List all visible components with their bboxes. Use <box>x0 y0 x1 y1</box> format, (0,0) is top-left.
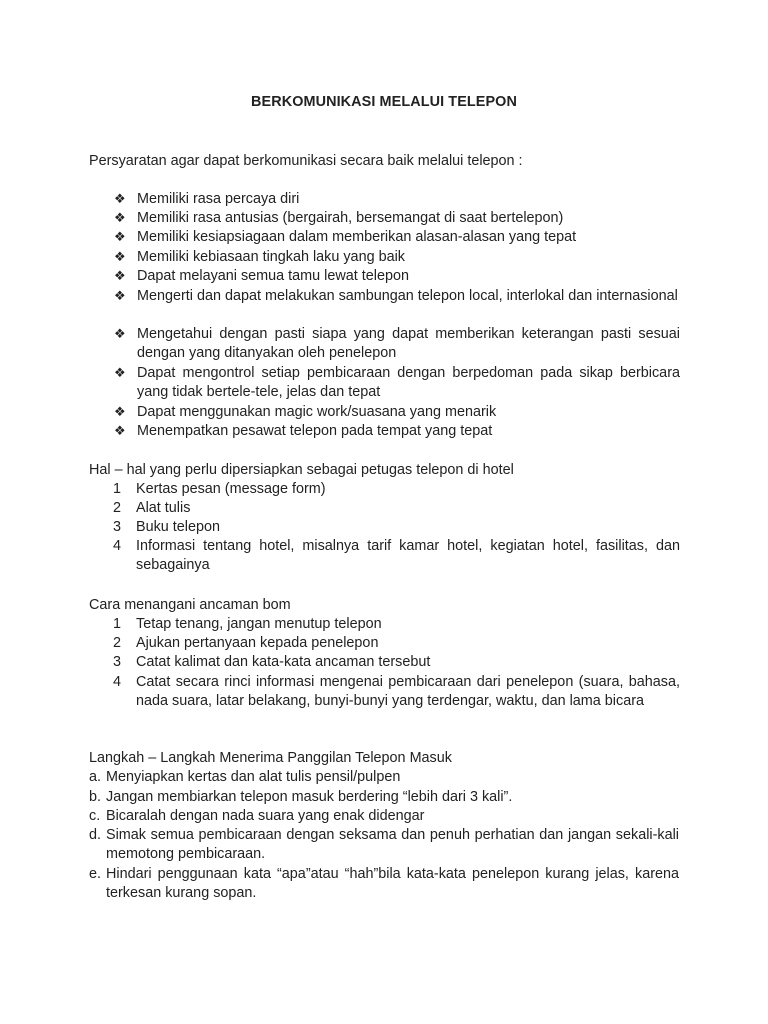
list-item: 2 Ajukan pertanyaan kepada penelepon <box>113 635 379 651</box>
page-title: BERKOMUNIKASI MELALUI TELEPON <box>251 94 517 110</box>
list-item: ❖ Dapat melayani semua tamu lewat telepon <box>114 267 680 286</box>
list-item: 2 Alat tulis <box>113 500 191 516</box>
list-item: 4 Catat secara rinci informasi mengenai pembicaraan dari penelepon (suara, bahasa, nada suara, latar belakang, bunyi-bunyi yang terdengar, waktu, dan lama bicara <box>113 674 680 710</box>
intro-paragraph: Persyaratan agar dapat berkomunikasi secara baik melalui telepon : <box>89 153 523 169</box>
section-heading: Cara menangani ancaman bom <box>89 597 291 613</box>
list-item: ❖ Dapat mengontrol setiap pembicaraan dengan berpedoman pada sikap berbicara yang tidak bertele-tele, jelas dan tepat <box>114 365 680 401</box>
list-item: ❖ Memiliki rasa antusias (bergairah, bersemangat di saat bertelepon) <box>114 209 680 228</box>
diamond-bullet-icon: ❖ <box>114 211 126 226</box>
list-item: ❖ Memiliki kesiapsiagaan dalam memberikan alasan-alasan yang tepat <box>114 228 680 247</box>
list-item: 1 Tetap tenang, jangan menutup telepon <box>113 616 382 632</box>
list-item: 3 Buku telepon <box>113 519 221 535</box>
section-heading: Langkah – Langkah Menerima Panggilan Telepon Masuk <box>89 750 452 766</box>
diamond-bullet-icon: ❖ <box>114 230 126 245</box>
list-item: ❖ Menempatkan pesawat telepon pada tempat yang tepat <box>114 422 680 441</box>
list-item: ❖ Memiliki rasa percaya diri <box>114 190 680 209</box>
diamond-bullet-icon: ❖ <box>114 366 126 381</box>
list-item: 1 Kertas pesan (message form) <box>113 481 326 497</box>
diamond-bullet-icon: ❖ <box>114 192 126 207</box>
list-item: ❖ Dapat menggunakan magic work/suasana yang menarik <box>114 403 680 422</box>
list-item: c. Bicaralah dengan nada suara yang enak didengar <box>89 808 425 824</box>
list-item: d. Simak semua pembicaraan dengan seksama dan penuh perhatian dan jangan sekali-kali memotong pembicaraan. <box>89 827 679 863</box>
diamond-bullet-icon: ❖ <box>114 424 126 439</box>
list-item: ❖ Mengetahui dengan pasti siapa yang dapat memberikan keterangan pasti sesuai dengan yang ditanyakan oleh penelepon <box>114 326 680 362</box>
list-item: e. Hindari penggunaan kata “apa”atau “hah”bila kata-kata penelepon kurang jelas, karena terkesan kurang sopan. <box>89 866 679 902</box>
list-item: 4 Informasi tentang hotel, misalnya tarif kamar hotel, kegiatan hotel, fasilitas, dan sebagainya <box>113 538 680 574</box>
list-item: b. Jangan membiarkan telepon masuk berdering “lebih dari 3 kali”. <box>89 789 513 805</box>
diamond-bullet-icon: ❖ <box>114 289 126 304</box>
diamond-bullet-icon: ❖ <box>114 405 126 420</box>
list-item: 3 Catat kalimat dan kata-kata ancaman tersebut <box>113 654 431 670</box>
list-item: ❖ Memiliki kebiasaan tingkah laku yang baik <box>114 248 680 267</box>
list-item: ❖ Mengerti dan dapat melakukan sambungan telepon local, interlokal dan internasional <box>114 287 680 306</box>
section-heading: Hal – hal yang perlu dipersiapkan sebagai petugas telepon di hotel <box>89 462 514 478</box>
diamond-bullet-icon: ❖ <box>114 269 126 284</box>
diamond-bullet-icon: ❖ <box>114 327 126 342</box>
diamond-bullet-icon: ❖ <box>114 250 126 265</box>
list-item: a. Menyiapkan kertas dan alat tulis pensil/pulpen <box>89 769 401 785</box>
